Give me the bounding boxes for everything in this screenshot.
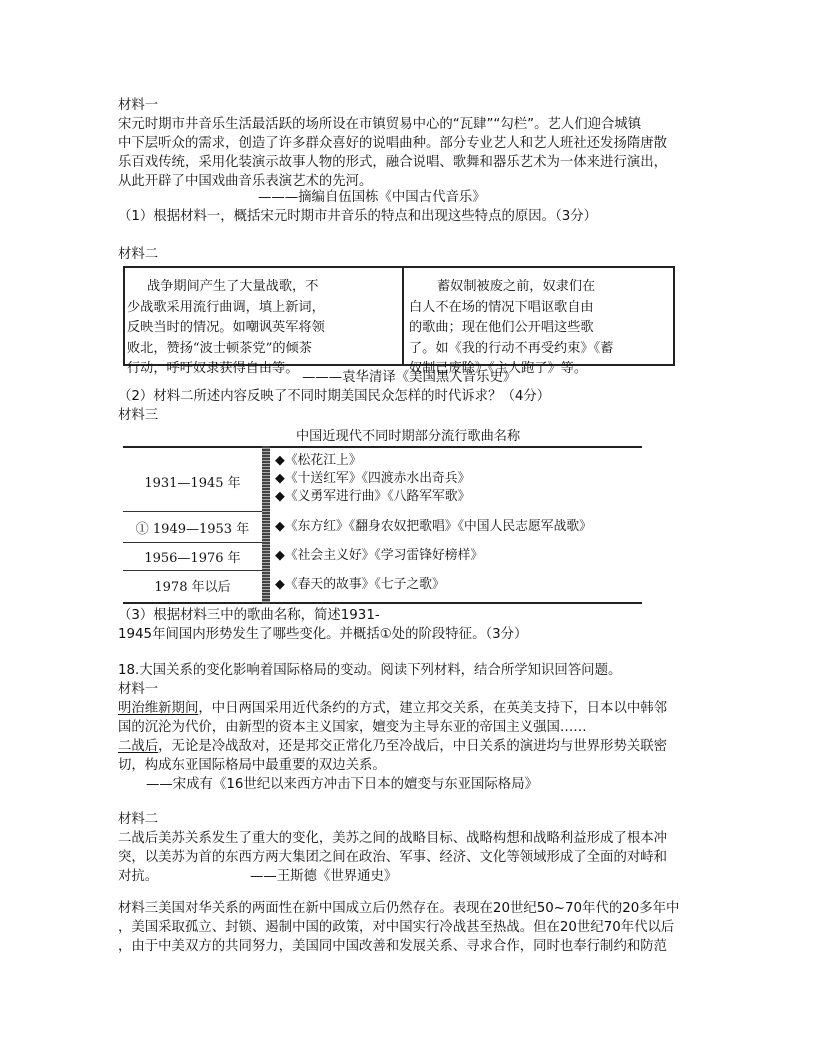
period-cell: ① 1949—1953 年 (135, 522, 250, 537)
line-text: ，中日两国采用近代条约的方式，建立邦交关系，在英美支持下，日本以中韩邻 (198, 701, 668, 716)
line-text: ，无论是冷战敌对，还是邦交正常化乃至冷战后，中日关系的演进均与世界形势关联密 (158, 739, 668, 754)
material-1-line-1: 宋元时期市井音乐生活最活跃的场所设在市镇贸易中心的“瓦肆”“勾栏”。艺人们迎合城镇 (118, 117, 642, 132)
q18-material-3-line-3: ，由于中美双方的共同努力，美国同中国改善和发展关系、寻求合作，同时也奉行制约和防范 (118, 939, 668, 954)
songs-cell (275, 576, 445, 594)
right-line: 奴制已废除》《主人跑了》等。 (409, 361, 588, 376)
q18-material-1-line-4: 切，构成东亚国际格局中最重要的双边关系。 (118, 758, 386, 773)
q18-material-1-line-2: 国的沉沦为代价，由新型的资本主义国家，嬗变为主导东亚的帝国主义强国…… (118, 720, 587, 735)
q18-material-1-line-3 (118, 737, 667, 756)
period-cell: 1956—1976 年 (144, 551, 241, 566)
box-divider (402, 268, 404, 364)
left-line: 行动，呼吁奴隶获得自由等。 (127, 361, 299, 376)
table-title: 中国近现代不同时期部分流行歌曲名称 (296, 429, 521, 444)
songs-cell (275, 547, 483, 565)
question-3-line-1: （3）根据材料三中的歌曲名称，简述1931- (118, 608, 380, 623)
material-2-quote-box (123, 266, 675, 376)
q18-material-1-source: ——宋成有《16世纪以来西方冲击下日本的嬗变与东亚国际格局》 (146, 777, 538, 792)
q18-material-2-title: 材料二 (118, 812, 159, 827)
material-1-line-3: 乐百戏传统，采用化装演示故事人物的形式，融合说唱、歌舞和器乐艺术为一体来进行演出， (118, 155, 668, 170)
songs-cell (275, 452, 470, 506)
question-1: （1）根据材料一，概括宋元时期市井音乐的特点和出现这些特点的原因。（3分） (118, 209, 598, 224)
left-line: 反映当时的情况。如嘲讽英军将领 (127, 320, 325, 335)
material-3-title: 材料三 (118, 408, 159, 423)
period-cell: 1978 年以后 (154, 580, 231, 595)
question-3-line-2: 1945年间国内形势发生了哪些变化。并概括①处的阶段特征。（3分） (118, 627, 528, 642)
question-2: （2）材料二所述内容反映了不同时期美国民众怎样的时代诉求？（4分） (118, 389, 551, 404)
right-line: 的歌曲；现在他们公开唱这些歌 (409, 320, 594, 335)
q18-material-2-line-1: 二战后美苏关系发生了重大的变化，美苏之间的战略目标、战略构想和战略利益形成了根本冲 (118, 831, 668, 846)
material-2-title: 材料二 (118, 247, 159, 262)
song-line: ◆《义勇军进行曲》《八路军军歌》 (275, 489, 471, 504)
table-top-rule (123, 446, 642, 448)
q18-material-1-line-1 (118, 699, 667, 718)
song-line: ◆《松花江上》 (275, 453, 362, 468)
q18-material-1-title: 材料一 (118, 682, 159, 697)
right-line: 了。如《我的行动不再受约束》《蓄 (409, 340, 614, 356)
material-1-source: ———摘编自伍国栋《中国古代音乐》 (258, 190, 486, 205)
underlined-term: 二战后 (118, 739, 159, 754)
material-2-source: ———袁华清译《美国黑人音乐史》 (302, 370, 517, 385)
underlined-term: 明治维新期间 (118, 701, 199, 716)
q18-material-2-source: ——王斯德《世界通史》 (250, 869, 398, 884)
material-2-left-column (127, 277, 325, 380)
left-line: 少战歌采用流行曲调，填上新词， (127, 299, 325, 315)
song-line: ◆《春天的故事》《七子之歌》 (275, 577, 445, 592)
song-line: ◆《东方红》《翻身农奴把歌唱》《中国人民志愿军战歌》 (275, 519, 592, 534)
song-table (123, 446, 642, 604)
song-line: ◆《社会主义好》《学习雷锋好榜样》 (275, 548, 484, 563)
question-18-intro: 18.大国关系的变化影响着国际格局的变动。阅读下列材料，结合所学知识回答问题。 (118, 663, 622, 678)
q18-material-2-line-3: 对抗。 (118, 869, 159, 884)
table-column-bar (262, 446, 270, 604)
right-line: 蓄奴制被废之前，奴隶们在 (437, 279, 596, 294)
material-2-right-column (409, 277, 614, 380)
left-line: 战争期间产生了大量战歌，不 (147, 279, 319, 294)
q18-material-3-line-1: 材料三美国对华关系的两面性在新中国成立后仍然存在。表现在20世纪50~70年代的20多年中 (118, 901, 680, 916)
q18-material-3-line-2: ，美国采取孤立、封锁、遏制中国的政策，对中国实行冷战甚至热战。但在20世纪70年代以后 (118, 920, 675, 935)
left-line: 败北，赞扬“波士顿茶党”的倾茶 (127, 340, 312, 356)
songs-cell (275, 518, 592, 536)
song-line: ◆《十送红军》《四渡赤水出奇兵》 (275, 471, 471, 486)
q18-material-2-line-2: 突，以美苏为首的东西方两大集团之间在政治、军事、经济、文化等领域形成了全面的对峙和 (118, 850, 668, 865)
material-1-title: 材料一 (118, 98, 159, 113)
row-divider (123, 542, 262, 543)
material-1-line-2: 中下层听众的需求，创造了许多群众喜好的说唱曲种。部分专业艺人和艺人班社还发扬隋唐散 (118, 136, 668, 151)
right-line: 白人不在场的情况下唱讴歌自由 (409, 299, 594, 315)
table-bottom-rule (123, 602, 642, 604)
period-cell: 1931—1945 年 (144, 476, 241, 491)
material-1-line-4: 从此开辟了中国戏曲音乐表演艺术的先河。 (118, 174, 373, 189)
row-divider (123, 511, 262, 512)
row-divider (123, 570, 262, 571)
